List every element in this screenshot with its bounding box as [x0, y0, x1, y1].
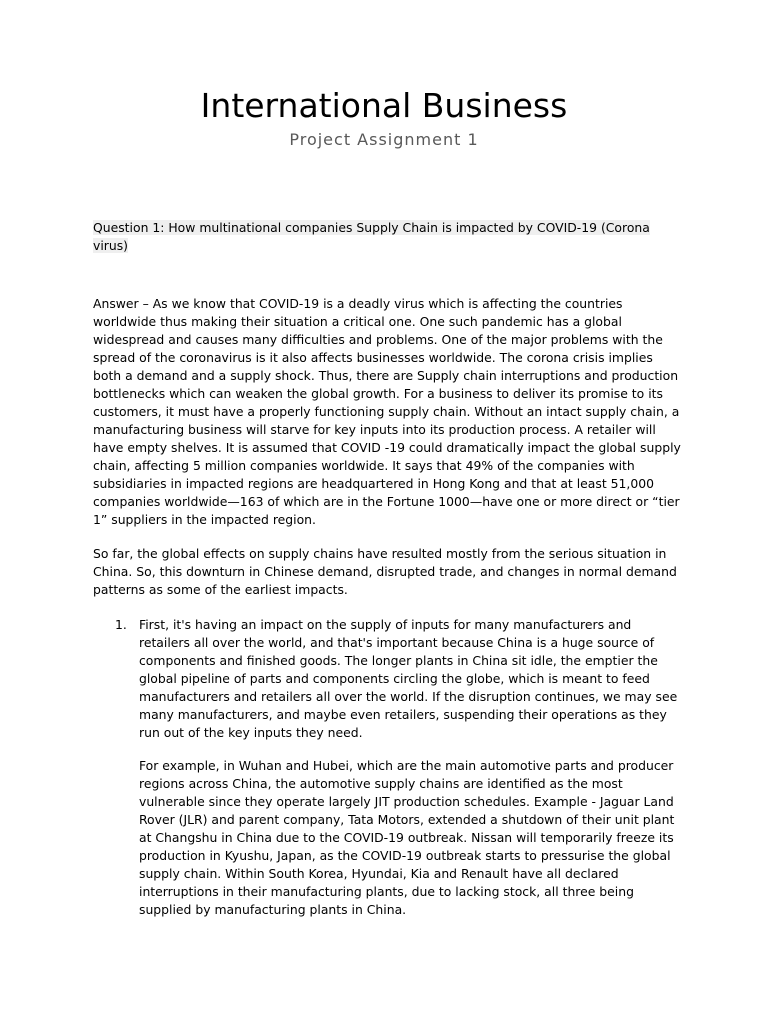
example-paragraph: For example, in Wuhan and Hubei, which are the main automotive parts and producer regions across China, the automotive supply chains are identified as the most vulnerable since they operate largely JIT production schedules. Example - Jaguar Land Rover (JLR) and parent company, Tata Motors, extended a shutdown of their unit plant at Changshu in China due to the COVID-19 outbreak. Nissan will temporarily freeze its production in Kyushu, Japan, as the COVID-19 outbreak starts to pressurise the global supply chain. Within South Korea, Hyundai, Kia and Renault have all declared interruptions in their manufacturing plants, due to lacking stock, all three being supplied by manufacturing plants in China. — [139, 758, 675, 917]
list-item-text: First, it's having an impact on the supply of inputs for many manufacturers and retailers all over the world, and that's important because China is a huge source of components and finished goods. The longer plants in China sit idle, the emptier the global pipeline of parts and components circling the globe, which is meant to feed manufacturers and retailers all over the world. If the disruption continues, we may see many manufacturers, and maybe even retailers, suspending their operations as they run out of the key inputs they need. — [139, 617, 678, 740]
summary-paragraph: So far, the global effects on supply chains have resulted mostly from the serious situation in China. So, this downturn in Chinese demand, disrupted trade, and changes in normal demand patterns as some of the earliest impacts. — [93, 546, 677, 597]
question-text: Question 1: How multinational companies Supply Chain is impacted by COVID-19 (Corona virus) — [93, 220, 650, 253]
question-paragraph — [93, 219, 673, 255]
list-item-number: 1. — [115, 617, 127, 632]
document-subtitle: Project Assignment 1 — [289, 130, 479, 149]
document-title: International Business — [200, 86, 568, 125]
answer-paragraph: Answer – As we know that COVID-19 is a deadly virus which is affecting the countries worldwide thus making their situation a critical one. One such pandemic has a global widespread and causes many difficulties and problems. One of the major problems with the spread of the coronavirus is it also affects businesses worldwide. The corona crisis implies both a demand and a supply shock. Thus, there are Supply chain interruptions and production bottlenecks which can weaken the global growth. For a business to deliver its promise to its customers, it must have a properly functioning supply chain. Without an intact supply chain, a manufacturing business will starve for key inputs into its production process. A retailer will have empty shelves. It is assumed that COVID -19 could dramatically impact the global supply chain, affecting 5 million companies worldwide. It says that 49% of the companies with subsidiaries in impacted regions are headquartered in Hong Kong and that at least 51,000 companies worldwide—163 of which are in the Fortune 1000—have one or more direct or “tier 1” suppliers in the impacted region. — [93, 296, 681, 527]
